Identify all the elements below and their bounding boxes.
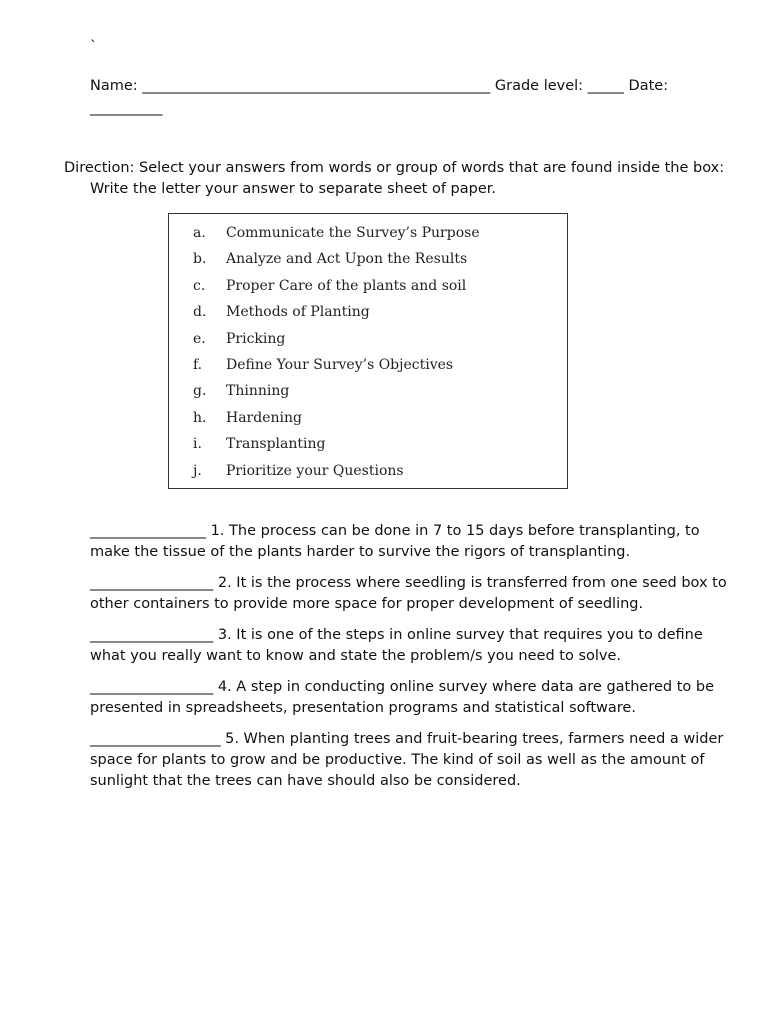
choice-item-c — [169, 273, 567, 299]
choice-text: Proper Care of the plants and soil — [226, 277, 467, 294]
question-item-3: _________________ 3. It is one of the steps in online survey that requires you to define what you really want to know and state the problem/s you need to solve. — [90, 627, 703, 664]
choice-letter: e. — [193, 330, 206, 347]
choice-item-a — [169, 220, 567, 246]
question-item-2: _________________ 2. It is the process where seedling is transferred from one seed box to other containers to provide more space for proper development of seedling. — [90, 575, 727, 612]
direction-text: Direction: Select your answers from words or group of words that are found inside the box: Write the letter your answer to separate sheet of paper. — [64, 160, 725, 197]
choice-item-j — [169, 458, 567, 484]
choice-letter: a. — [193, 225, 206, 241]
choice-letter: h. — [193, 409, 207, 426]
choice-text: Thinning — [226, 383, 290, 400]
choice-letter: j. — [193, 462, 202, 479]
choice-text: Prioritize your Questions — [226, 462, 404, 479]
stray-backtick-mark: ` — [90, 39, 97, 55]
choice-text: Methods of Planting — [226, 304, 370, 321]
choice-text: Hardening — [226, 409, 302, 426]
choice-letter: f. — [193, 357, 203, 374]
choice-item-d — [169, 299, 567, 325]
question-list — [90, 521, 740, 802]
name-grade-date-line: Name: ________________________________________________ Grade level: _____ Date: __________ — [90, 78, 669, 116]
choice-item-b — [169, 246, 567, 272]
choice-letter: g. — [193, 383, 207, 400]
choice-item-f — [169, 352, 567, 378]
question-item-4: _________________ 4. A step in conducting online survey where data are gathered to be presented in spreadsheets, presentation programs and statistical software. — [90, 679, 715, 716]
choice-text: Define Your Survey’s Objectives — [226, 357, 454, 374]
choice-item-i — [169, 431, 567, 457]
choice-letter: d. — [193, 304, 207, 321]
answer-choices-box — [168, 213, 568, 489]
choice-text: Communicate the Survey’s Purpose — [226, 225, 480, 241]
choice-text: Pricking — [226, 330, 286, 347]
choice-text: Analyze and Act Upon the Results — [226, 251, 468, 268]
choice-item-h — [169, 405, 567, 431]
question-item-5: __________________ 5. When planting trees and fruit-bearing trees, farmers need a wider space for plants to grow and be productive. The kind of soil as well as the amount of sunlight that the trees can have should also be considered. — [90, 731, 724, 789]
choice-text: Transplanting — [226, 436, 326, 453]
choice-letter: c. — [193, 277, 206, 294]
choice-item-g — [169, 378, 567, 404]
question-item-1: ________________ 1. The process can be done in 7 to 15 days before transplanting, to make the tissue of the plants harder to survive the rigors of transplanting. — [90, 523, 700, 560]
choice-item-e — [169, 326, 567, 352]
choice-letter: i. — [193, 436, 202, 453]
choice-letter: b. — [193, 251, 207, 268]
